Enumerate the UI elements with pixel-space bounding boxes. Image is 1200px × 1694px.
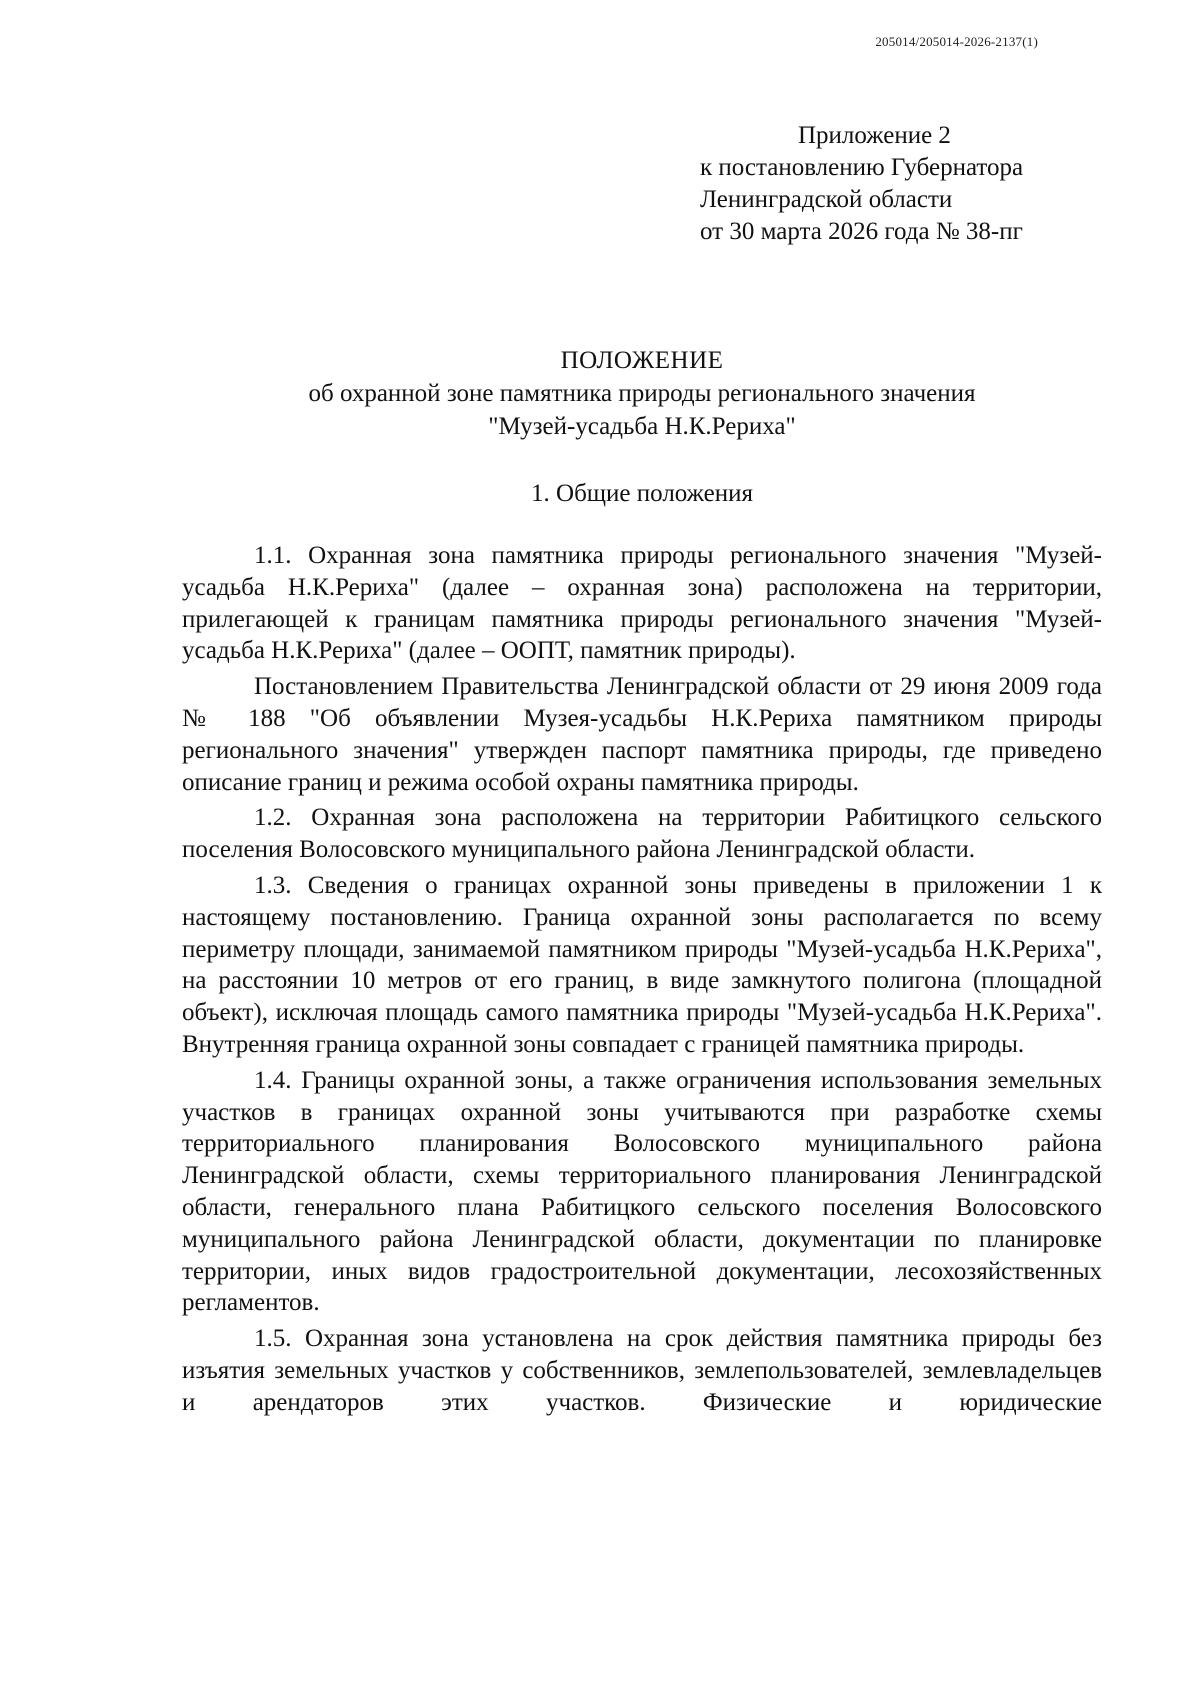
paragraph-1-4: 1.4. Границы охранной зоны, а также ограничения использования земельных участков в границах охранной зоны учитываются при разработке схемы территориального планирования Волосовского муниципального района Ленинградской области, схемы территориального планирования Ленинградской области, генерального плана Рабитицкого сельского поселения Волосовского муниципального района Ленинградской области, документации по планировке территории, иных видов градостроительной документации, лесохозяйственных регламентов.	[182, 1066, 1102, 1317]
document-title	[182, 344, 1102, 443]
appendix-number: Приложение 2	[798, 122, 951, 149]
paragraph-1-5: 1.5. Охранная зона установлена на срок действия памятника природы без изъятия земельных участков у собственников, землепользователей, землевладельцев и арендаторов этих участков. Физические и юридические	[182, 1325, 1102, 1416]
paragraph-resolution: Постановлением Правительства Ленинградской области от 29 июня 2009 года № 188 "Об объявлении Музея-усадьбы Н.К.Рериха памятником природы регионального значения" утвержден паспорт памятника природы, где приведено описание границ и режима особой охраны памятника природы.	[182, 673, 1102, 796]
section-heading: 1. Общие положения	[531, 480, 753, 507]
title-main: ПОЛОЖЕНИЕ	[560, 347, 724, 374]
appendix-reference: к постановлению Губернатора	[700, 154, 1024, 181]
document-body	[182, 540, 1102, 1419]
title-object-name: "Музей-усадьба Н.К.Рериха"	[488, 413, 796, 440]
appendix-date: от 30 марта 2026 года № 38-пг	[700, 218, 1023, 245]
paragraph-1-1: 1.1. Охранная зона памятника природы регионального значения "Музей-усадьба Н.К.Рериха" (далее – охранная зона) расположена на территории, прилегающей к границам памятника природы регионального значения "Музей-усадьба Н.К.Рериха" (далее – ООПТ, памятник природы).	[182, 542, 1102, 665]
appendix-region: Ленинградской области	[700, 186, 953, 213]
appendix-block	[700, 120, 1023, 248]
paragraph-1-3: 1.3. Сведения о границах охранной зоны приведены в приложении 1 к настоящему постановлению. Граница охранной зоны располагается по всему периметру площади, занимаемой памятником природы "Музей-усадьба Н.К.Рериха", на расстоянии 10 метров от его границ, в виде замкнутого полигона (площадной объект), исключая площадь самого памятника природы "Музей-усадьба Н.К.Рериха". Внутренняя граница охранной зоны совпадает с границей памятника природы.	[182, 871, 1102, 1058]
title-subject: об охранной зоне памятника природы регионального значения	[308, 380, 976, 407]
paragraph-1-2: 1.2. Охранная зона расположена на территории Рабитицкого сельского поселения Волосовского муниципального района Ленинградской области.	[182, 804, 1102, 864]
document-id: 205014/205014-2026-2137(1)	[875, 34, 1038, 49]
